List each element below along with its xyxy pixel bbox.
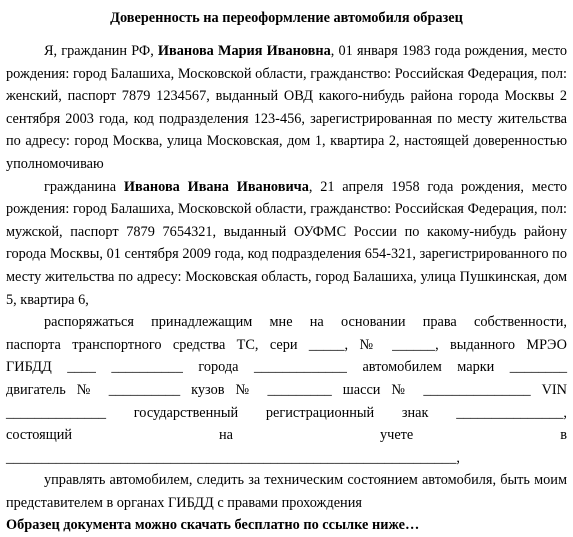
document-title: Доверенность на переоформление автомобиля образец bbox=[110, 10, 463, 26]
principal-details: , 01 января 1983 года рождения, место рождения: город Балашиха, Московской области, гражданство: Российская Федерация, пол: женский, паспорт 7879 1234567, выданный ОВД какого-нибудь района города Москвы 2 сентября 2003 года, код подразделения 123-456, зарегистрированная по месту жительства по адресу: город Москва, улица Московская, дом 1, квартира 2, настоящей доверенностью уполномочиваю bbox=[6, 43, 568, 172]
vehicle-line-7: _______________________________________________________________, bbox=[6, 449, 460, 466]
vehicle-line-4: двигатель № __________ кузов № _________ шасси № _______________ VIN bbox=[6, 381, 567, 398]
vehicle-line-6: состоящий на учете в bbox=[6, 427, 567, 444]
attorney-intro: гражданина bbox=[44, 178, 124, 195]
vehicle-line-1: распоряжаться принадлежащим мне на основании права собственности, bbox=[44, 314, 567, 331]
principal-intro: Я, гражданин РФ, bbox=[44, 43, 158, 59]
paragraph-powers: управлять автомобилем, следить за техническим состоянием автомобиля, быть моим представителем в органах ГИБДД с правами прохождения bbox=[6, 472, 567, 511]
paragraph-principal bbox=[6, 40, 567, 176]
principal-name: Иванова Мария Ивановна bbox=[157, 43, 331, 59]
download-note: Образец документа можно скачать бесплатно по ссылке ниже… bbox=[6, 517, 420, 534]
attorney-details: , 21 апреля 1958 года рождения, место рождения: город Балашиха, Московской области, гражданство: Российская Федерация, пол: мужской, паспорт 7879 7654321, выданный ОУФМС России по какому-нибудь району города Москвы, 01 сентября 2009 года, код подразделения 654-321, зарегистрированного по месту жительства по адресу: Московская область, город Балашиха, улица Пушкинская, дом 5, квартира 6, bbox=[6, 178, 568, 308]
paragraph-attorney bbox=[6, 176, 567, 312]
vehicle-line-5: ______________ государственный регистрационный знак _______________, bbox=[6, 404, 567, 421]
attorney-name: Иванова Ивана Ивановича bbox=[123, 178, 309, 195]
vehicle-line-2: паспорта транспортного средства ТС, сери _____, № ______, выданного МРЭО bbox=[6, 336, 567, 353]
vehicle-line-3: ГИБДД ____ __________ города _____________ автомобилем марки ________ bbox=[6, 359, 567, 376]
